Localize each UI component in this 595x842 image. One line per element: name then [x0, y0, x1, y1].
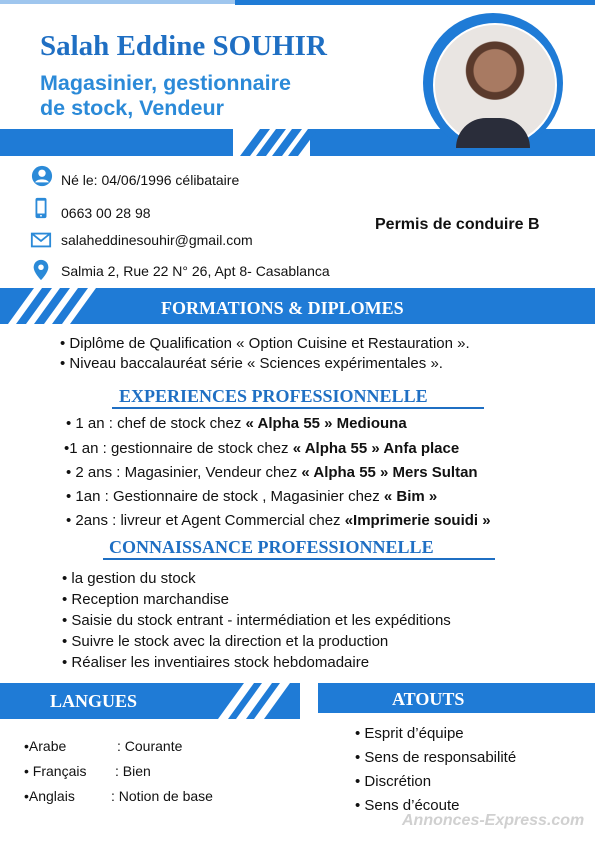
- user-icon: [31, 165, 53, 187]
- title-line-1: Magasinier, gestionnaire: [40, 71, 291, 95]
- connaissance-item: • la gestion du stock: [62, 570, 196, 587]
- language-name: •Arabe: [24, 738, 67, 754]
- experiences-title: EXPERIENCES PROFESSIONNELLE: [119, 386, 428, 406]
- formation-item-1: • Diplôme de Qualification « Option Cuisine et Restauration ».: [60, 335, 470, 352]
- contact-phone: 0663 00 28 98: [61, 205, 151, 221]
- header-stripes: [226, 129, 316, 156]
- experience-item: • 1 an : chef de stock chez « Alpha 55 » Mediouna: [66, 415, 407, 432]
- location-icon: [30, 259, 52, 281]
- connaissance-underline: [103, 558, 495, 560]
- language-name: •Anglais: [24, 788, 75, 804]
- experience-item: • 1an : Gestionnaire de stock , Magasinier chez « Bim »: [66, 488, 438, 505]
- connaissance-item: • Suivre le stock avec la direction et la production: [62, 633, 389, 650]
- language-name: • Français: [24, 763, 87, 779]
- langues-stripes: [218, 683, 300, 719]
- formations-stripes: [0, 288, 120, 324]
- atout-item: • Sens d’écoute: [355, 797, 460, 814]
- driving-license: Permis de conduire B: [375, 216, 540, 233]
- top-accent-light: [0, 0, 235, 4]
- langues-title: LANGUES: [50, 691, 138, 711]
- contact-birth: Né le: 04/06/1996 célibataire: [61, 172, 240, 188]
- formation-item-2: • Niveau baccalauréat série « Sciences expérimentales ».: [60, 355, 443, 372]
- contact-email: salaheddinesouhir@gmail.com: [61, 232, 253, 248]
- language-level: : Bien: [115, 763, 151, 779]
- candidate-title: [40, 71, 370, 121]
- atout-item: • Sens de responsabilité: [355, 749, 517, 766]
- mail-icon: [30, 229, 52, 251]
- contact-address: Salmia 2, Rue 22 N° 26, Apt 8- Casablanca: [61, 263, 330, 279]
- atouts-title: ATOUTS: [392, 689, 465, 709]
- atout-item: • Esprit d’équipe: [355, 725, 464, 742]
- watermark: Annonces-Express.com: [402, 812, 585, 829]
- title-line-2: de stock, Vendeur: [40, 96, 225, 120]
- connaissance-title: CONNAISSANCE PROFESSIONNELLE: [109, 537, 434, 557]
- connaissance-item: • Réaliser les inventiaires stock hebdomadaire: [62, 654, 370, 671]
- phone-icon: [30, 197, 52, 219]
- experience-item: •1 an : gestionnaire de stock chez « Alpha 55 » Anfa place: [64, 440, 460, 457]
- candidate-name: Salah Eddine SOUHIR: [40, 30, 327, 62]
- experience-item: • 2ans : livreur et Agent Commercial chez «Imprimerie souidi »: [66, 512, 491, 529]
- language-level: : Courante: [117, 738, 183, 754]
- connaissance-item: • Saisie du stock entrant - intermédiation et les expéditions: [62, 612, 451, 629]
- connaissance-item: • Reception marchandise: [62, 591, 230, 608]
- formations-title: FORMATIONS & DIPLOMES: [161, 298, 404, 318]
- language-level: : Notion de base: [111, 788, 213, 804]
- top-accent-dark: [235, 0, 595, 5]
- experience-item: • 2 ans : Magasinier, Vendeur chez « Alpha 55 » Mers Sultan: [66, 464, 478, 481]
- atout-item: • Discrétion: [355, 773, 432, 790]
- experiences-underline: [112, 407, 484, 409]
